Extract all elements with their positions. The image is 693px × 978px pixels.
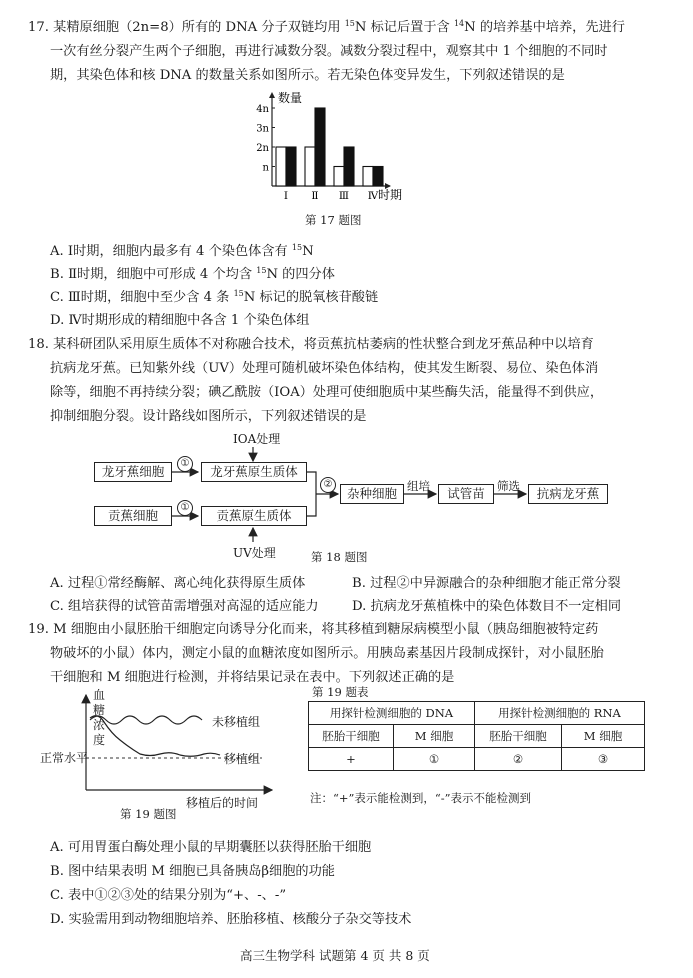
q18-box-gongjiao-cell: 贡蕉细胞 <box>94 506 172 526</box>
q17-option-d: D. Ⅳ时期形成的精细胞中各含 1 个染色体组 <box>50 313 310 328</box>
q19-normal-level-label: 正常水平 <box>40 751 89 765</box>
q18-stem-line-4: 抑制细胞分裂。设计路线如图所示，下列叙述错误的是 <box>50 409 367 424</box>
q18-option-b: B. 过程②中异源融合的杂种细胞才能正常分裂 <box>352 576 621 591</box>
q19-table-cell-4: ③ <box>562 748 645 771</box>
page-footer: 高三生物学科 试题第 4 页 共 8 页 <box>240 948 430 963</box>
q19-stem-line-3: 干细胞和 M 细胞进行检测，并将结果记录在表中。下列叙述正确的是 <box>50 670 455 685</box>
q18-option-c: C. 组培获得的试管苗需增强对高湿的适应能力 <box>50 599 319 614</box>
q18-figure-caption: 第 18 题图 <box>311 550 368 564</box>
q19-table <box>308 701 645 771</box>
q19-x-label: 移植后的时间 <box>186 796 259 810</box>
q19-table-title: 第 19 题表 <box>312 685 369 699</box>
q17-figure-caption: 第 17 题图 <box>305 213 362 227</box>
q18-option-a: A. 过程①常经酶解、离心纯化获得原生质体 <box>50 576 306 591</box>
q17-option-a: A. Ⅰ时期，细胞内最多有 4 个染色体含有 $^{15}$N <box>50 243 314 259</box>
q19-table-cell-3: ② <box>475 748 562 771</box>
q19-stem-line-1: 19. M 细胞由小鼠胚胎干细胞定向诱导分化而来，将其移植到糖尿病模型小鼠（胰岛细胞被特定药 <box>28 622 599 637</box>
q18-option-d: D. 抗病龙牙蕉植株中的染色体数目不一定相同 <box>352 599 622 614</box>
q18-box-longya-cell: 龙牙蕉细胞 <box>94 462 172 482</box>
q19-table-cell-1: + <box>309 748 394 771</box>
q19-series1-label: 未移植组 <box>212 715 261 729</box>
q18-ioa-label: IOA处理 <box>233 432 281 446</box>
q19-option-c: C. 表中①②③处的结果分别为“+、-、-” <box>50 888 287 903</box>
q18-arrow-label-culture: 组培 <box>407 479 430 493</box>
q19-table-sub-2: M 细胞 <box>394 725 475 748</box>
q18-step-1-circle: ① <box>177 456 193 472</box>
q18-box-gongjiao-protoplast: 贡蕉原生质体 <box>201 506 307 526</box>
q18-stem-line-3: 除等，细胞不再持续分裂；碘乙酰胺（IOA）处理可使细胞质中某些酶失活，能量得不到供应， <box>50 385 604 400</box>
q19-option-d: D. 实验需用到动物细胞培养、胚胎移植、核酸分子杂交等技术 <box>50 912 412 927</box>
q17-stem-line-3: 期，其染色体和核 DNA 的数量关系如图所示。若无染色体变异发生，下列叙述错误的是 <box>50 68 565 83</box>
q19-table-note: 注：“+”表示能检测到，“-”表示不能检测到 <box>310 791 532 805</box>
q19-option-a: A. 可用胃蛋白酶处理小鼠的早期囊胚以获得胚胎干细胞 <box>50 840 372 855</box>
q18-box-longya-protoplast: 龙牙蕉原生质体 <box>201 462 307 482</box>
q17-y-axis-label: 数量 <box>278 91 303 105</box>
q19-table-cell-2: ① <box>394 748 475 771</box>
q18-box-plantlet: 试管苗 <box>438 484 494 504</box>
q17-y-tick-label: 3n <box>256 123 269 135</box>
q19-y-label: 血 糖 浓 度 <box>93 688 106 747</box>
q17-stem-line-2: 一次有丝分裂产生两个子细胞，再进行减数分裂。减数分裂过程中，观察其中 1 个细胞的不同时 <box>50 44 608 59</box>
q17-x-tick-label: Ⅲ <box>338 190 350 202</box>
q18-arrow-label-screen: 筛选 <box>497 479 520 493</box>
q19-table-head-dna: 用探针检测细胞的 DNA <box>309 702 475 725</box>
q17-y-tick-label: n <box>262 162 269 174</box>
q17-stem-line-1: 17. 某精原细胞（2n=8）所有的 DNA 分子双链均用 $^{15}$N 标记后置于含 $^{14}$N 的培养基中培养，先进行 <box>28 19 625 35</box>
q19-table-sub-4: M 细胞 <box>562 725 645 748</box>
q18-uv-label: UV处理 <box>233 546 276 560</box>
q17-x-axis-label: 时期 <box>378 188 403 202</box>
q18-step-2-circle: ② <box>320 477 336 493</box>
q17-x-tick-label: Ⅳ <box>367 190 379 202</box>
q19-option-b: B. 图中结果表明 M 细胞已具备胰岛β细胞的功能 <box>50 864 335 879</box>
q17-x-tick-label: Ⅱ <box>311 190 319 202</box>
q19-table-sub-3: 胚胎干细胞 <box>475 725 562 748</box>
q19-series-transplanted <box>90 716 220 757</box>
q17-x-tick-label: Ⅰ <box>283 190 289 202</box>
q17-option-c: C. Ⅲ时期，细胞中至少含 4 条 $^{15}$N 标记的脱氧核苷酸链 <box>50 289 379 305</box>
q19-table-sub-1: 胚胎干细胞 <box>309 725 394 748</box>
q19-figure-caption: 第 19 题图 <box>120 807 177 821</box>
q18-stem-line-1: 18. 某科研团队采用原生质体不对称融合技术，将贡蕉抗枯萎病的性状整合到龙牙蕉品种中以培育 <box>28 337 594 352</box>
q18-stem-line-2: 抗病龙牙蕉。已知紫外线（UV）处理可随机破坏染色体结构，使其发生断裂、易位、染色体消 <box>50 361 599 376</box>
q18-step-1-circle-b: ① <box>177 500 193 516</box>
q19-stem-line-2: 物破坏的小鼠）体内，测定小鼠的血糖浓度如图所示。用胰岛素基因片段制成探针，对小鼠胚胎 <box>50 646 604 661</box>
q18-box-hybrid-cell: 杂种细胞 <box>340 484 404 504</box>
q19-series2-label: 移植组 <box>224 752 261 766</box>
q19-table-head-rna: 用探针检测细胞的 RNA <box>475 702 645 725</box>
q17-y-tick-label: 4n <box>256 104 269 115</box>
q18-box-resistant-banana: 抗病龙牙蕉 <box>528 484 608 504</box>
q17-y-tick-label: 2n <box>256 143 269 154</box>
q17-option-b: B. Ⅱ时期，细胞中可形成 4 个均含 $^{15}$N 的四分体 <box>50 266 335 282</box>
